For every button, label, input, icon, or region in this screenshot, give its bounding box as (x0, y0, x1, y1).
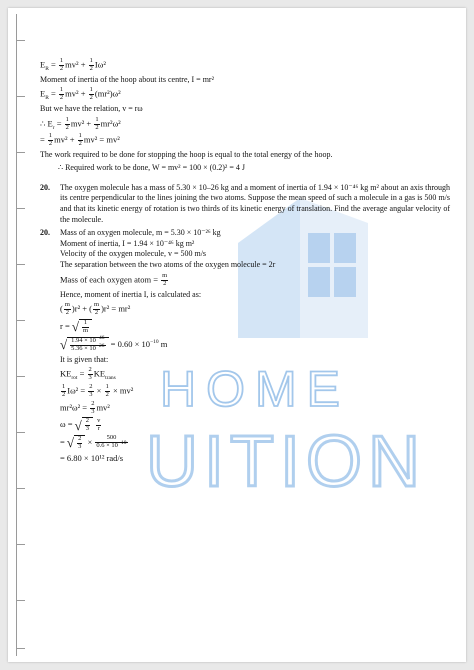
velocity-line: Velocity of the oxygen molecule, v = 500 m/s (60, 249, 207, 259)
binder-tick (16, 488, 25, 489)
binder-margin (8, 8, 28, 662)
mass-line: Mass of an oxygen molecule, m = 5.30 × 10⁻²⁶ kg (60, 227, 221, 237)
moment-of-inertia-text: Moment of inertia of the hoop about its centre, I = mr² (40, 74, 214, 84)
required-work-text: ∴ Required work to be done, W = mv² = 100 × (0.2)² = 4 J (58, 162, 245, 172)
atom-mass-line: Mass of each oxygen atom = $\frac{m}{2}$ (60, 272, 168, 287)
binder-tick (16, 96, 25, 97)
atom-mass-label: Mass of each oxygen atom = (60, 274, 159, 285)
binder-tick (16, 40, 25, 41)
binder-tick (16, 376, 25, 377)
binder-tick (16, 208, 25, 209)
document-page (8, 8, 466, 662)
separation-line: The separation between the two atoms of the oxygen molecule = 2r (60, 260, 276, 270)
equation-omega: ω = √ $\frac{2}{3}$ $\frac{v}{r}$ (60, 416, 101, 433)
question-20 (40, 183, 450, 226)
given-line: It is given that: (60, 354, 109, 364)
equation-r-value: √ $\frac{1.94 \times 10^{-46}}{5.36 \times 10^{-26}}$ = $0.60 \times 10^{-10}$ m (60, 334, 168, 353)
binder-tick (16, 320, 25, 321)
binder-tick (16, 600, 25, 601)
binder-tick (16, 152, 25, 153)
equation-ek: $E_R$ = $\frac{1}{2}$ mv² + $\frac{1}{2}$ Iω² (40, 57, 106, 72)
question-text: The oxygen molecule has a mass of 5.30 × 10–26 kg and a moment of inertia of 1.94 × 10⁻⁴⁶ kg m² about an axis through its centre perpendicular to the lines joining the two atoms. Suppose the mean speed of such a molecule in a gas is 500 m/s and that its kinetic energy of rotation is two thirds of its kinetic energy of translation. Find the average angular velocity of the molecule. (60, 182, 450, 225)
hence-line: Hence, moment of inertia I, is calculated as: (60, 289, 202, 299)
equation-mr2: mr²ω² = $\frac{2}{3}$ mv² (60, 399, 110, 415)
result-line: = 6.80 × 10¹² rad/s (60, 452, 124, 463)
binder-tick (16, 544, 25, 545)
document-content (40, 58, 450, 464)
binder-tick (16, 432, 25, 433)
equation-r: r = √ $\frac{1}{m}$ (60, 319, 450, 335)
binder-tick (16, 648, 25, 649)
question-number: 20. (40, 182, 50, 192)
relation-text: But we have the relation, v = rω (40, 104, 143, 114)
equation-omega-value: = √ $\frac{2}{3}$ × $\frac{500}{0.6 \times 10^{-10}}$ (60, 434, 127, 451)
answer-20 (40, 228, 450, 464)
binder-tick (16, 264, 25, 265)
equation-er-2: ∴ $E_r$ = $\frac{1}{2}$ mv² + $\frac{1}{2}$ mr²ω² (40, 115, 121, 131)
work-text: The work required to be done for stopping the hoop is equal to the total energy of the hoop. (40, 150, 333, 160)
equation-er-3: = $\frac{1}{2}$ mv² + $\frac{1}{2}$ mv² = mv² (40, 132, 120, 148)
ek-symbol: E (40, 59, 46, 70)
watermark-text-uition: UITION (146, 422, 426, 502)
equation-er-1: $E_R$ = $\frac{1}{2}$ mv² + $\frac{1}{2}$ (mr²)ω² (40, 86, 121, 102)
answer-number: 20. (40, 227, 50, 237)
binder-line (16, 14, 17, 656)
equation-ke-expanded: $\frac{1}{2}$ Iω² = $\frac{2}{3}$ × $\frac{1}{2}$ × mv² (62, 383, 134, 398)
equation-ke: $KE_{rot}$ = $\frac{2}{3}$ $KE_{trans}$ (60, 366, 116, 382)
equation-inertia: ( $\frac{m}{2}$ )r² + ( $\frac{m}{2}$ )r² = mr² (60, 301, 131, 317)
inertia-line: Moment of inertia, I = 1.94 × 10⁻⁴⁶ kg m² (60, 238, 195, 248)
watermark-text-home: HOME (160, 361, 350, 417)
